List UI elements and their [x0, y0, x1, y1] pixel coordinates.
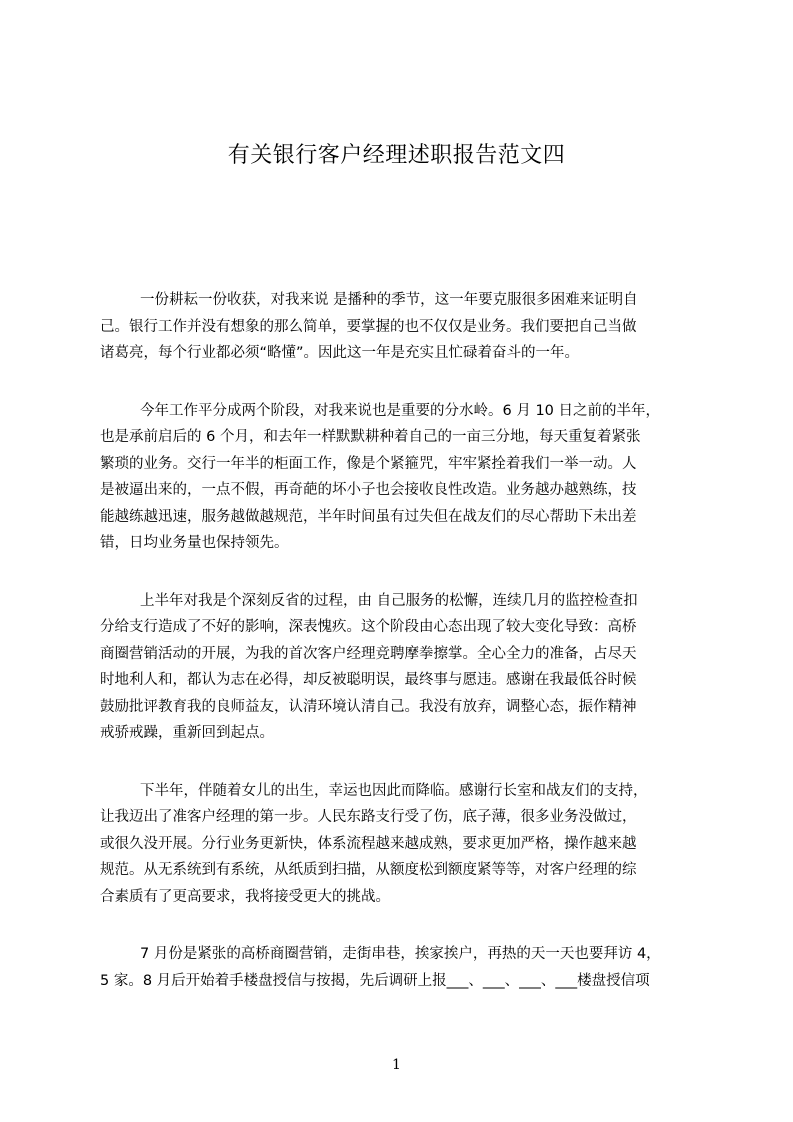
text-line: 7 月份是紧张的高桥商圈营销，走街串巷，挨家挨户，再热的天一天也要拜访 4，	[140, 946, 661, 962]
text-line: 是被逼出来的，一点不假，再奇葩的坏小子也会接收良性改造。业务越办越熟练，技	[100, 482, 637, 498]
text-line: 规范。从无系统到有系统，从纸质到扫描，从额度松到额度紧等等，对客户经理的综	[100, 862, 637, 878]
paragraph-5	[100, 941, 698, 994]
text-line: 今年工作平分成两个阶段，对我来说也是重要的分水岭。6 月 10 日之前的半年，	[140, 402, 661, 419]
text-line: 也是承前启后的 6 个月，和去年一样默默耕种着自己的一亩三分地，每天重复着紧张	[100, 429, 641, 445]
paragraph-3	[100, 588, 698, 747]
text-line: 上半年对我是个深刻反省的过程，由 自己服务的松懈，连续几月的监控检查扣	[140, 592, 638, 609]
text-line: 能越练越迅速，服务越做越规范，半年时间虽有过失但在战友们的尽心帮助下未出差	[100, 508, 637, 525]
text-line: 时地利人和，都认为志在必得，却反被聪明误，最终事与愿违。感谢在我最低谷时候	[100, 672, 637, 688]
text-line: 分给支行造成了不好的影响，深表愧疚。这个阶段由心态出现了较大变化导致：高桥	[100, 619, 637, 635]
text-line: 商圈营销活动的开展，为我的首次客户经理竞聘摩拳擦掌。全心全力的准备，占尽天	[100, 645, 637, 662]
paragraph-4	[100, 778, 698, 911]
text-line: 己。银行工作并没有想象的那么简单，要掌握的也不仅仅是业务。我们要把自己当做	[100, 318, 637, 335]
text-line: 合素质有了更高要求，我将接受更大的挑战。	[100, 888, 390, 905]
paragraph-1	[100, 287, 698, 367]
text-line: 一份耕耘一份收获，对我来说 是播种的季节，这一年要克服很多困难来证明自	[140, 292, 638, 308]
text-line: 下半年，伴随着女儿的出生，幸运也因此而降临。感谢行长室和战友们的支持，	[140, 782, 648, 799]
text-line: 鼓励批评教育我的良师益友，认清环境认清自己。我没有放弃，调整心态，振作精神	[100, 698, 637, 715]
text-line: 诸葛亮，每个行业都必须“略懂”。因此这一年是充实且忙碌着奋斗的一年。	[100, 345, 580, 361]
text-line: 错，日均业务量也保持领先。	[100, 535, 289, 551]
document-body	[100, 287, 698, 1025]
text-line: 繁琐的业务。交行一年半的柜面工作，像是个紧箍咒，牢牢紧拴着我们一举一动。人	[100, 455, 637, 472]
document-title: 有关银行客户经理述职报告范文四	[227, 143, 566, 168]
text-line: 或很久没开展。分行业务更新快，体系流程越来越成熟，要求更加严格，操作越来越	[100, 835, 637, 852]
page-number: 1	[392, 1057, 401, 1073]
text-line: 让我迈出了准客户经理的第一步。人民东路支行受了伤，底子薄，很多业务没做过，	[100, 809, 637, 825]
text-line: 戒骄戒躁，重新回到起点。	[100, 725, 274, 741]
paragraph-2	[100, 398, 698, 557]
text-line: 5 家。8 月后开始着手楼盘授信与按揭，先后调研上报___、___、___、___楼盘授信项	[100, 972, 650, 989]
